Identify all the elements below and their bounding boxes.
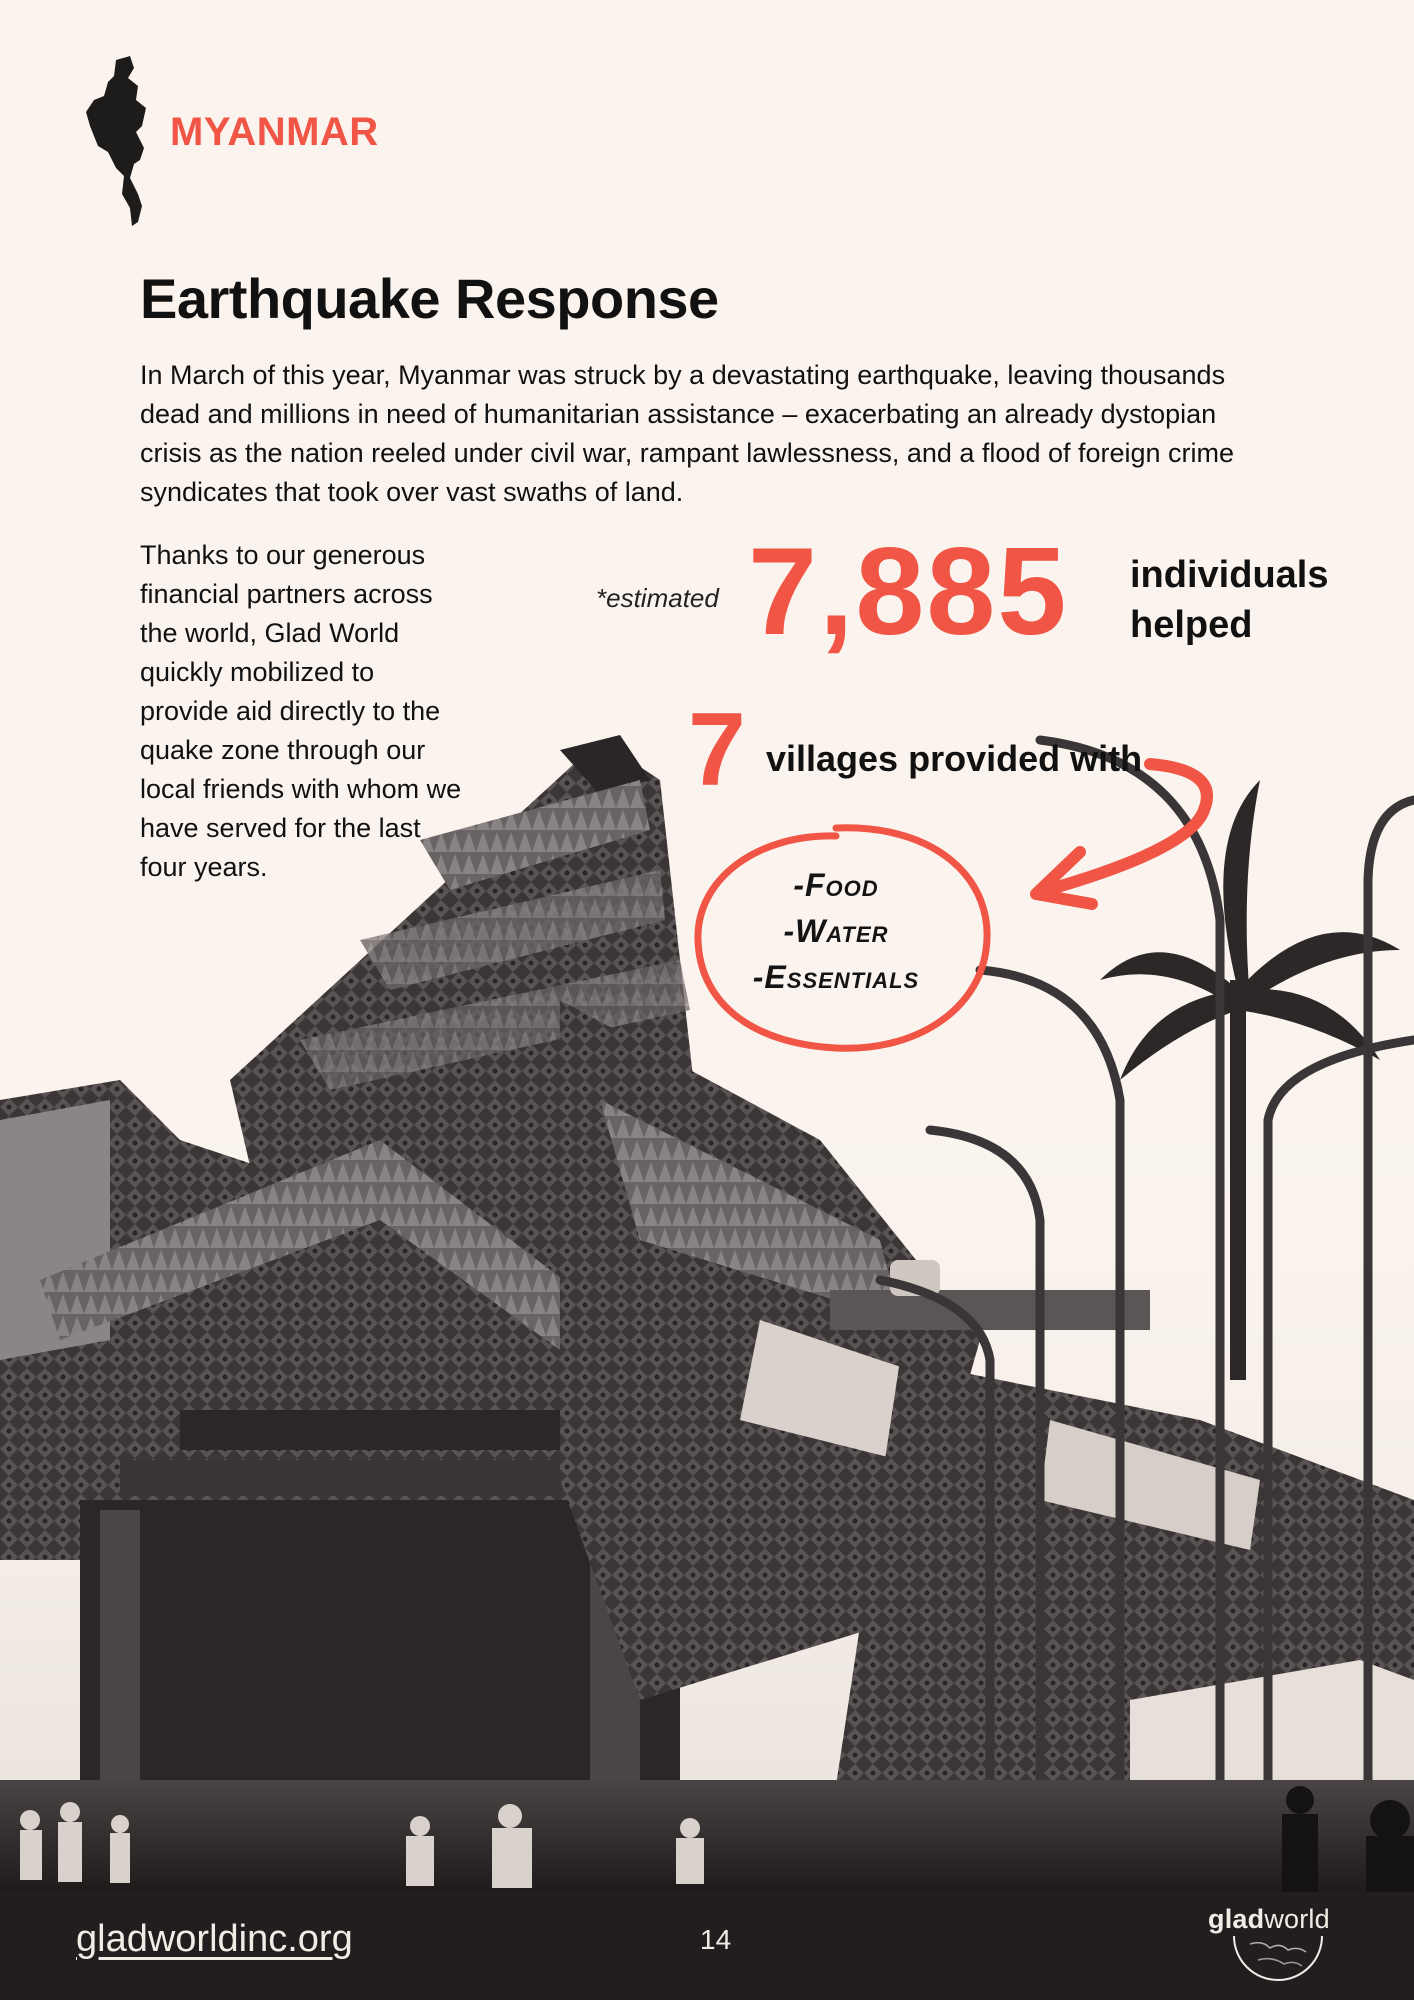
logo-light-text: world xyxy=(1264,1904,1330,1934)
individuals-label: individuals helped xyxy=(1130,554,1329,646)
partners-paragraph: Thanks to our generous financial partners across the world, Glad World quickly mobilized to provide aid directly to the quake zone through our local friends with whom we have served for the last four years. xyxy=(140,540,462,882)
individuals-count: 7,885 xyxy=(748,523,1069,661)
globe-icon xyxy=(1228,1930,1328,1984)
supply-item-food: -Food xyxy=(793,867,879,903)
supplies-list xyxy=(716,862,956,1000)
myanmar-map-icon xyxy=(86,56,166,226)
page-title: Earthquake Response xyxy=(140,267,719,330)
curved-arrow-icon xyxy=(1020,740,1220,910)
villages-count: 7 xyxy=(688,692,746,808)
supply-item-water: -Water xyxy=(783,913,889,949)
glad-world-logo xyxy=(1206,1904,1346,1984)
villages-label: villages provided with xyxy=(766,738,1143,779)
country-heading: MYANMAR xyxy=(170,110,379,154)
logo-bold-text: glad xyxy=(1208,1904,1265,1934)
supply-item-essentials: -Essentials xyxy=(752,959,920,995)
page-number: 14 xyxy=(700,1924,732,1955)
intro-paragraph: In March of this year, Myanmar was struck by a devastating earthquake, leaving thousands dead and millions in need of humanitarian assistance – exacerbating an already dystopian crisis as the nation reeled under civil war, rampant lawlessness, and a flood of foreign crime syndicates that took over vast swaths of land. xyxy=(140,360,1235,507)
website-link[interactable]: gladworldinc.org xyxy=(76,1918,353,1960)
estimated-note: *estimated xyxy=(596,583,719,613)
